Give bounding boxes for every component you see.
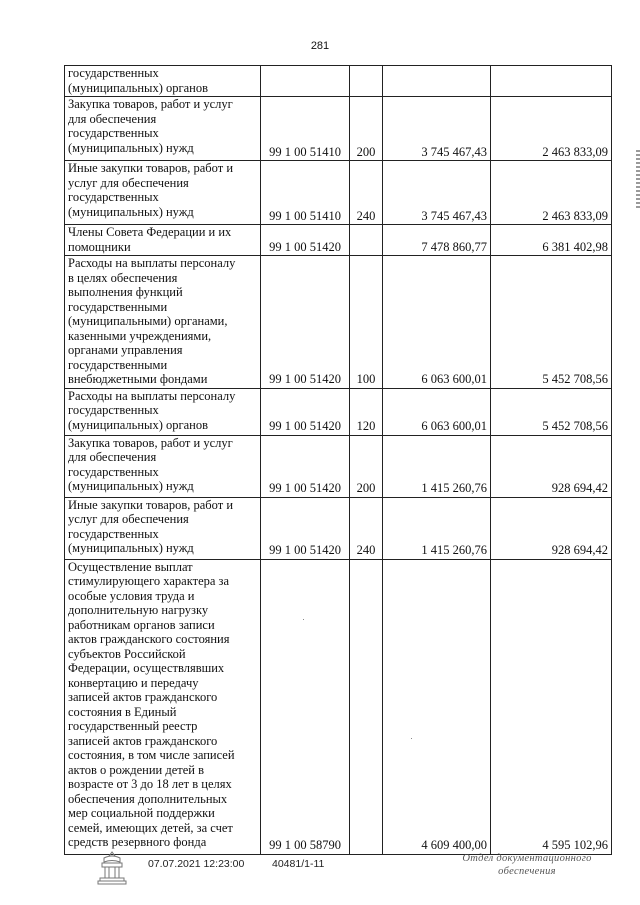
row-description: Расходы на выплаты персоналу в целях обеспечения выполнения функций государственными (муниципальными) органами, казенными учреждениями, органами управления государственными внебюджетными фондами [65, 256, 261, 389]
row-description: Закупка товаров, работ и услуг для обеспечения государственных (муниципальных) нужд [65, 435, 261, 497]
table-row [65, 497, 612, 559]
scan-edge-marks [636, 150, 640, 208]
row-code: 99 1 00 51410 [261, 161, 350, 225]
row-code: 99 1 00 51410 [261, 97, 350, 161]
row-description: Члены Совета Федерации и их помощники [65, 225, 261, 256]
table-row [65, 66, 612, 97]
row-description: Закупка товаров, работ и услуг для обеспечения государственных (муниципальных) нужд [65, 97, 261, 161]
row-amount-approved: 4 609 400,00 [383, 559, 491, 854]
row-code: 99 1 00 58790 [261, 559, 350, 854]
row-type [350, 559, 383, 854]
row-type: 120 [350, 388, 383, 435]
department-stamp [452, 852, 602, 878]
table-row [65, 559, 612, 854]
row-amount-approved: 1 415 260,76 [383, 435, 491, 497]
table-row [65, 256, 612, 389]
row-amount-executed: 2 463 833,09 [491, 161, 612, 225]
row-code: 99 1 00 51420 [261, 497, 350, 559]
row-amount-approved [383, 66, 491, 97]
row-amount-executed: 6 381 402,98 [491, 225, 612, 256]
row-amount-executed: 5 452 708,56 [491, 256, 612, 389]
row-description: Иные закупки товаров, работ и услуг для обеспечения государственных (муниципальных) нужд [65, 161, 261, 225]
row-amount-executed [491, 66, 612, 97]
scan-speck [411, 738, 412, 739]
coat-of-arms-icon [92, 848, 132, 888]
row-type: 200 [350, 97, 383, 161]
row-description: государственных (муниципальных) органов [65, 66, 261, 97]
stamp-line: Отдел документационного [462, 853, 592, 864]
row-amount-approved: 3 745 467,43 [383, 97, 491, 161]
row-description: Расходы на выплаты персоналу государственных (муниципальных) органов [65, 388, 261, 435]
page-number: 281 [310, 40, 330, 52]
table-row [65, 97, 612, 161]
table-row [65, 161, 612, 225]
footer-doc-number: 40481/1-11 [272, 858, 325, 870]
row-type [350, 225, 383, 256]
table-row [65, 388, 612, 435]
page-footer [0, 846, 640, 896]
row-amount-executed: 928 694,42 [491, 497, 612, 559]
row-amount-executed: 928 694,42 [491, 435, 612, 497]
scan-speck [303, 619, 304, 620]
row-amount-approved: 1 415 260,76 [383, 497, 491, 559]
row-code: 99 1 00 51420 [261, 225, 350, 256]
row-code [261, 66, 350, 97]
row-description: Иные закупки товаров, работ и услуг для обеспечения государственных (муниципальных) нужд [65, 497, 261, 559]
row-type: 100 [350, 256, 383, 389]
row-type: 200 [350, 435, 383, 497]
row-amount-executed: 2 463 833,09 [491, 97, 612, 161]
row-code: 99 1 00 51420 [261, 435, 350, 497]
table-row [65, 225, 612, 256]
row-amount-executed: 5 452 708,56 [491, 388, 612, 435]
row-amount-approved: 7 478 860,77 [383, 225, 491, 256]
row-amount-approved: 6 063 600,01 [383, 256, 491, 389]
table-row [65, 435, 612, 497]
row-type: 240 [350, 497, 383, 559]
row-type [350, 66, 383, 97]
row-type: 240 [350, 161, 383, 225]
row-amount-executed: 4 595 102,96 [491, 559, 612, 854]
row-code: 99 1 00 51420 [261, 256, 350, 389]
row-description: Осуществление выплат стимулирующего характера за особые условия труда и дополнительную нагрузку работникам органов записи актов гражданского состояния субъектов Российской Федерации, осуществлявших конвертацию и передачу записей актов гражданского состояния в Единый государственный реестр записей актов гражданского состояния, в том числе записей актов о рождении детей в возрасте от 3 до 18 лет в целях обеспечения дополнительных мер социальной поддержки семей, имеющих детей, за счет средств резервного фонда [65, 559, 261, 854]
row-amount-approved: 3 745 467,43 [383, 161, 491, 225]
row-code: 99 1 00 51420 [261, 388, 350, 435]
row-amount-approved: 6 063 600,01 [383, 388, 491, 435]
budget-table [64, 65, 612, 855]
stamp-line: обеспечения [498, 866, 556, 877]
footer-date: 07.07.2021 12:23:00 [148, 858, 245, 870]
